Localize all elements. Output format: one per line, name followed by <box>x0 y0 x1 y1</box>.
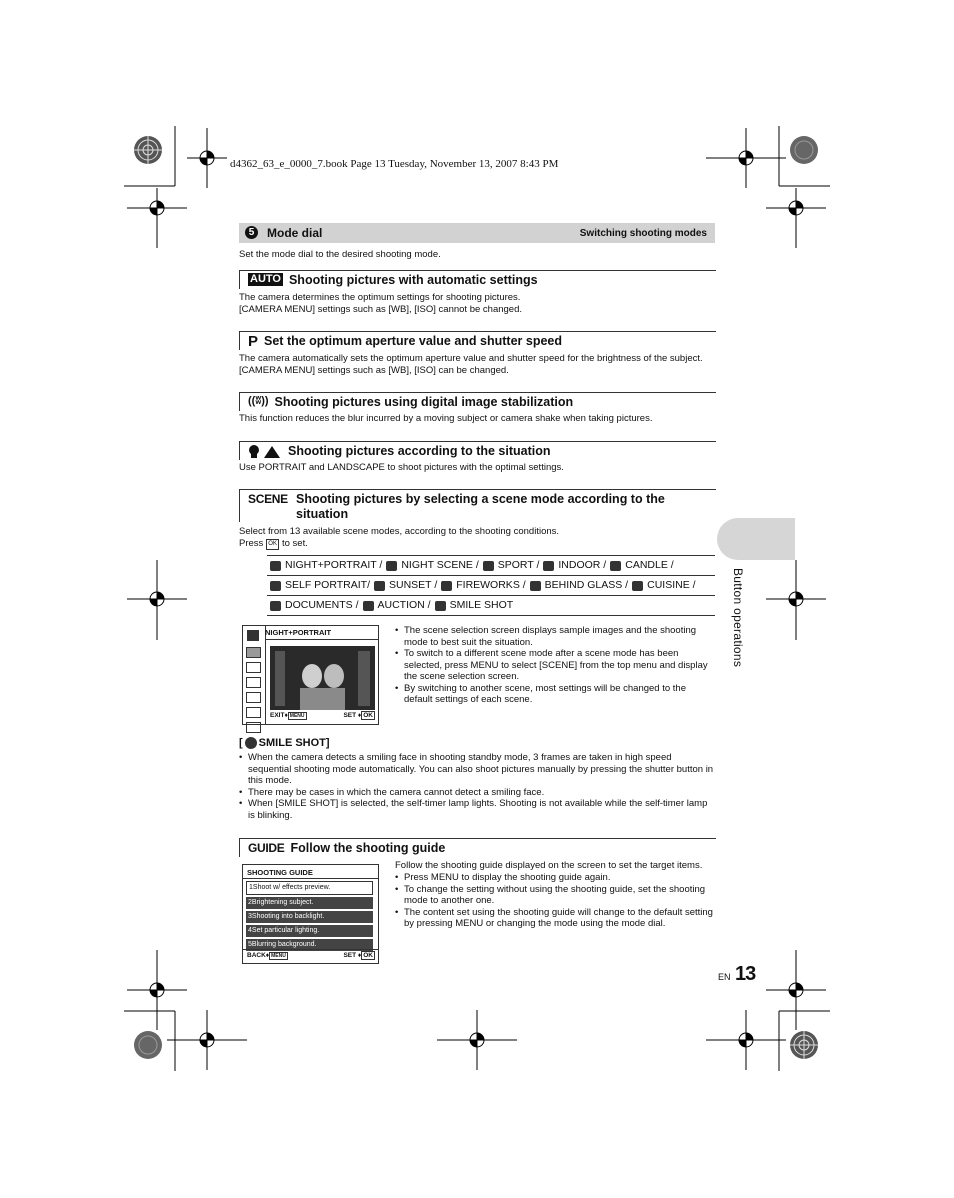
screen-mode-icon <box>247 630 259 641</box>
scene-note: • The scene selection screen displays sample images and the shooting mode to best suit the situation. <box>395 625 715 648</box>
guide-note: • Press MENU to display the shooting guide again. <box>395 872 717 884</box>
auto-mode-icon: AUTO <box>250 273 281 285</box>
guide-item[interactable]: 1Shoot w/ effects preview. <box>246 881 373 895</box>
documents-icon <box>270 601 281 611</box>
auto-heading-text: Shooting pictures with automatic settings <box>288 273 538 287</box>
situation-heading <box>239 441 716 460</box>
guide-notes <box>395 872 717 930</box>
section-bar <box>239 223 715 243</box>
print-header: d4362_63_e_0000_7.book Page 13 Tuesday, November 13, 2007 8:43 PM <box>230 158 559 170</box>
scene-heading-text: Shooting pictures by selecting a scene mode according to the situation <box>296 492 665 521</box>
smile-face-icon <box>245 737 257 749</box>
section-title: Mode dial <box>267 226 323 240</box>
cuisine-icon <box>632 581 643 591</box>
p-heading <box>239 331 716 350</box>
scene-mode-icon: SCENE <box>248 492 288 506</box>
behind-glass-icon <box>530 581 541 591</box>
guide-item[interactable]: 5Blurring background. <box>246 939 373 951</box>
portrait-landscape-icon <box>248 444 282 458</box>
p-line1: The camera automatically sets the optimum aperture value and shutter speed for the brightness of the subject. <box>239 353 703 364</box>
back-menu-hint: BACK♦ MENU <box>247 952 286 959</box>
screen-scene-icons <box>246 647 261 722</box>
smile-note: • When [SMILE SHOT] is selected, the self-timer lamp lights. Shooting is not available while the self-timer lamp is blinking. <box>239 798 715 821</box>
guide-note: • The content set using the shooting guide will change to the default setting by pressing MENU or changing the mode using the mode dial. <box>395 907 717 930</box>
scene-row-1: NIGHT+PORTRAIT / NIGHT SCENE / SPORT / INDOOR / CANDLE / <box>267 555 715 575</box>
dis-heading-text: Shooting pictures using digital image stabilization <box>274 395 574 409</box>
dis-mode-icon: ((ʬ)) <box>248 395 269 407</box>
situation-heading-text: Shooting pictures according to the situation <box>288 444 551 458</box>
intro-text: Set the mode dial to the desired shooting mode. <box>239 249 441 260</box>
smile-shot-heading: [ SMILE SHOT] <box>239 737 330 749</box>
sport-icon <box>483 561 494 571</box>
auction-icon <box>363 601 374 611</box>
set-ok-hint: SET ♦ OK <box>343 712 373 719</box>
screen2-title: SHOOTING GUIDE <box>247 868 313 877</box>
scene-notes <box>395 625 715 706</box>
sample-photo <box>270 646 375 710</box>
shooting-guide-screen <box>242 864 379 964</box>
smile-notes <box>239 752 715 821</box>
dis-line1: This function reduces the blur incurred by a moving subject or camera shake when taking pictures. <box>239 413 653 424</box>
guide-menu-list <box>246 881 373 951</box>
auto-line1: The camera determines the optimum settings for shooting pictures. <box>239 292 521 303</box>
guide-heading-text: Follow the shooting guide <box>290 841 446 855</box>
scene-note: • By switching to another scene, most settings will be changed to the default settings of each scene. <box>395 683 715 706</box>
p-heading-text: Set the optimum aperture value and shutter speed <box>264 334 562 348</box>
candle-icon <box>610 561 621 571</box>
guide-intro: Follow the shooting guide displayed on the screen to set the target items. <box>395 860 703 871</box>
indoor-icon <box>543 561 554 571</box>
set-ok-hint-2: SET ♦ OK <box>343 952 373 959</box>
dis-heading <box>239 392 716 411</box>
night-portrait-icon <box>270 561 281 571</box>
scene-note: • To switch to a different scene mode after a scene mode has been selected, press MENU to select [SCENE] from the top menu and display the scene selection screen. <box>395 648 715 683</box>
scene-row-3: DOCUMENTS / AUCTION / SMILE SHOT <box>267 595 715 616</box>
guide-item[interactable]: 4Set particular lighting. <box>246 925 373 937</box>
smile-shot-icon <box>435 601 446 611</box>
situation-line1: Use PORTRAIT and LANDSCAPE to shoot pictures with the optimal settings. <box>239 462 564 473</box>
guide-item[interactable]: 3Shooting into backlight. <box>246 911 373 923</box>
auto-line2: [CAMERA MENU] settings such as [WB], [ISO] cannot be changed. <box>239 304 523 315</box>
guide-note: • To change the setting without using the shooting guide, set the shooting mode to another one. <box>395 884 717 907</box>
ok-button-icon: OK <box>266 539 279 550</box>
screen1-title: NIGHT+PORTRAIT <box>265 628 332 637</box>
smile-note: • When the camera detects a smiling face in shooting standby mode, 3 frames are taken in high speed sequential shooting mode automatically. You can also shoot pictures manually by pressing the shutter button in this mode. <box>239 752 715 787</box>
guide-heading <box>239 838 716 857</box>
exit-menu-hint: EXIT♦ MENU <box>270 712 305 719</box>
section-number: 5 <box>245 226 258 239</box>
night-scene-icon <box>386 561 397 571</box>
section-subtitle: Switching shooting modes <box>579 228 707 239</box>
auto-heading <box>239 270 716 289</box>
fireworks-icon <box>441 581 452 591</box>
p-line2: [CAMERA MENU] settings such as [WB], [ISO] can be changed. <box>239 365 509 376</box>
self-portrait-icon <box>270 581 281 591</box>
sunset-icon <box>374 581 385 591</box>
page-number: EN 13 <box>718 963 756 985</box>
scene-line1: Select from 13 available scene modes, according to the shooting conditions. <box>239 526 560 537</box>
chapter-tab <box>717 518 795 560</box>
scene-mode-list <box>267 555 715 616</box>
guide-mode-icon: GUIDE <box>248 841 285 855</box>
smile-note: • There may be cases in which the camera cannot detect a smiling face. <box>239 787 715 799</box>
p-mode-icon: P <box>248 333 259 350</box>
chapter-label: Button operations <box>731 568 745 668</box>
scene-selection-screen <box>242 625 379 725</box>
scene-press-line: Press OK to set. <box>239 538 308 549</box>
guide-item[interactable]: 2Brightening subject. <box>246 897 373 909</box>
scene-heading <box>239 489 716 522</box>
scene-row-2: SELF PORTRAIT/ SUNSET / FIREWORKS / BEHIND GLASS / CUISINE / <box>267 575 715 595</box>
